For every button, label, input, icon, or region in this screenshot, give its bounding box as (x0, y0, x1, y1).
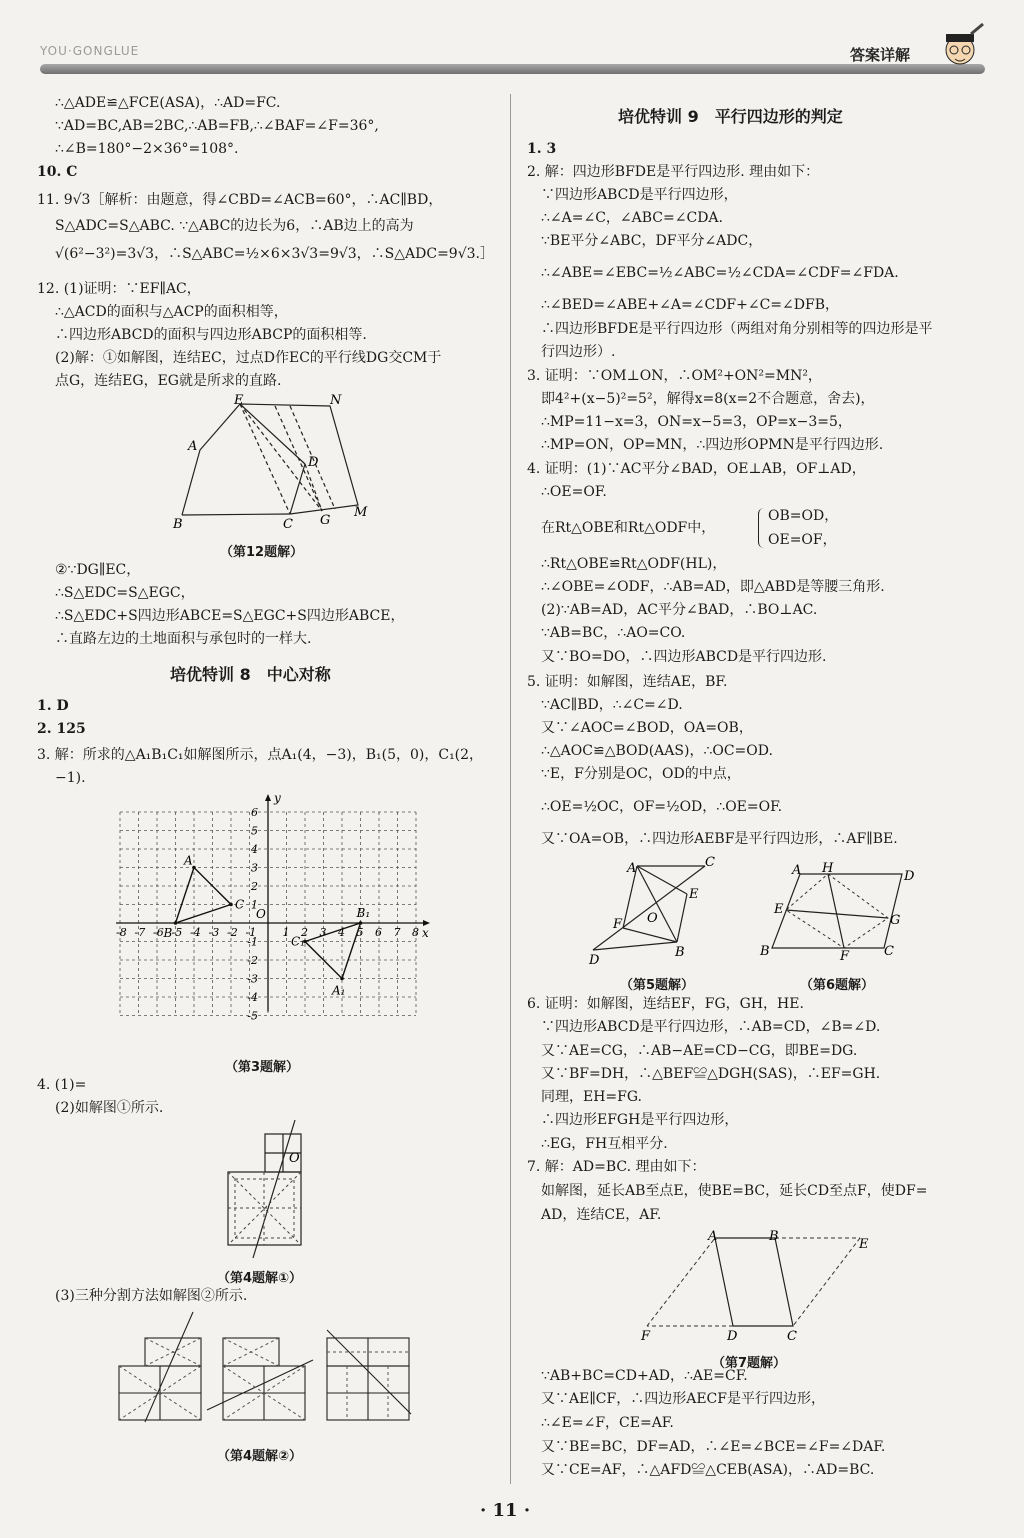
x-tick-label: -8 (116, 926, 127, 939)
triangle-a1b1c1 (305, 923, 361, 979)
text-line: ∴MP=11−x=3，ON=x−5=3，OP=x−3=5， (541, 414, 852, 430)
x-tick-label: -5 (171, 926, 183, 939)
text-line: 又∵AE∥CF，∴四边形AECF是平行四边形， (541, 1391, 825, 1407)
fig-label: B (760, 944, 770, 959)
answer-2: 2. 解：四边形BFDE是平行四边形. 理由如下： (527, 164, 820, 180)
text-line: 点G，连结EG，EG就是所求的直路. (55, 373, 282, 389)
point-label: A (184, 853, 193, 868)
text-line: ∵AB+BC=CD+AD，∴AE=CF. (541, 1368, 748, 1384)
x-tick-label: 8 (412, 926, 419, 939)
fig-label: D (308, 455, 319, 470)
x-tick-label: 4 (338, 926, 345, 939)
x-axis-label: x (422, 926, 429, 940)
fig-label: C (787, 1329, 797, 1344)
fig-label: A (188, 439, 198, 454)
answer-4: 4. 证明：(1)∵AC平分∠BAD，OE⊥AB，OF⊥AD， (527, 461, 866, 477)
x-tick-label: -6 (153, 926, 164, 939)
figure-q3-coordinate-plane (108, 788, 428, 1033)
x-tick-label: 2 (301, 926, 308, 939)
figure-q6 (760, 860, 920, 964)
fig-label: D (904, 869, 915, 884)
y-tick-label: -5 (247, 1009, 258, 1023)
caption-q12: （第12题解） (220, 545, 304, 560)
y-tick-label: 6 (251, 806, 258, 819)
text-line: 又∵BO=DO，∴四边形ABCD是平行四边形. (541, 649, 827, 665)
text-line: ∴∠A=∠C，∠ABC=∠CDA. (541, 210, 723, 226)
text-line: ∴∠ABE=∠EBC=½∠ABC=½∠CDA=∠CDF=∠FDA. (541, 265, 899, 281)
text-line: −1). (55, 770, 86, 786)
fig-label: O (289, 1151, 300, 1166)
text-line: S△ADC=S△ABC. ∵△ABC的边长为6，∴AB边上的高为 (55, 218, 414, 234)
text-line: 又∵OA=OB，∴四边形AEBF是平行四边形，∴AF∥BE. (541, 831, 898, 847)
text-line: ∴MP=ON，OP=MN，∴四边形OPMN是平行四边形. (541, 437, 884, 453)
x-tick-label: -3 (208, 926, 220, 939)
answer-6: 6. 证明：如解图，连结EF，FG，GH，HE. (527, 996, 804, 1012)
x-tick-label: 3 (319, 926, 327, 939)
text-line: OB=OD， (768, 508, 839, 524)
y-tick-label: 1 (251, 898, 258, 912)
text-line: 行四边形）. (541, 344, 616, 360)
y-axis-label: y (274, 791, 281, 805)
text-line: √(6²−3²)=3√3，∴S△ABC=½×6×3√3=9√3，∴S△ADC=9√3.］ (55, 246, 494, 262)
point-C (229, 903, 233, 907)
text-line: 又∵∠AOC=∠BOD，OA=OB， (541, 720, 753, 736)
text-line: (2)解：①如解图，连结EC，过点D作EC的平行线DG交CM于 (55, 350, 442, 366)
answer-3: 3. 解：所求的△A₁B₁C₁如解图所示，点A₁(4，−3)，B₁(5，0)，C₁(2， (37, 747, 484, 763)
text-line: ∴OE=OF. (541, 484, 607, 500)
text-line: ∴四边形EFGH是平行四边形， (541, 1112, 739, 1128)
y-tick-label: 5 (251, 824, 258, 838)
fig-label: E (774, 902, 784, 917)
fig-label: M (354, 505, 368, 520)
text-line: ②∵DG∥EC， (55, 562, 141, 578)
point-B₁ (359, 921, 363, 925)
x-tick-label: 6 (375, 926, 382, 939)
answer-7: 7. 解：AD=BC. 理由如下： (527, 1159, 706, 1175)
text-line: ∵E，F分别是OC，OD的中点， (541, 766, 741, 782)
text-line: ∵AB=BC，∴AO=CO. (541, 625, 686, 641)
fig-label: A (792, 863, 802, 878)
caption-q5: （第5题解） (620, 978, 695, 993)
answer-10: 10. C (37, 164, 78, 180)
fig-label: B (675, 945, 685, 960)
text-line: ∴直路左边的土地面积与承包时的一样大. (55, 631, 312, 647)
figure-q7 (635, 1228, 880, 1343)
figure-q12 (170, 392, 380, 532)
text-line: ∵BE平分∠ABC，DF平分∠ADC， (541, 233, 763, 249)
text-line: ∴OE=½OC，OF=½OD，∴OE=OF. (541, 799, 783, 815)
fig-label: E (859, 1237, 869, 1252)
caption-q3: （第3题解） (225, 1060, 300, 1075)
point-label: B₁ (356, 906, 371, 920)
x-tick-label: 7 (393, 926, 401, 939)
fig-label: E (689, 887, 699, 902)
y-tick-label: -4 (247, 991, 258, 1004)
text-line: ∴△AOC≌△BOD(AAS)，∴OC=OD. (541, 743, 773, 759)
mascot-icon (935, 22, 985, 72)
point-label: C (235, 897, 245, 912)
text-line: ∴S△EDC+S四边形ABCE=S△EGC+S四边形ABCE， (55, 608, 405, 624)
text-line: 又∵CE=AF，∴△AFD≌△CEB(ASA)，∴AD=BC. (541, 1462, 875, 1478)
text-line: 同理，EH=FG. (541, 1089, 643, 1105)
fig-label: C (283, 517, 293, 532)
point-label: C₁ (291, 934, 305, 949)
header-brand: YOU·GONGLUE (40, 44, 140, 58)
caption-q7: （第7题解） (712, 1356, 787, 1371)
text-line: (2)如解图①所示. (55, 1100, 164, 1116)
y-tick-label: 3 (251, 861, 258, 875)
text-line: 如解图，延长AB至点E，使BE=BC，延长CD至点F，使DF= (541, 1183, 928, 1199)
point-A (192, 866, 196, 870)
y-tick-label: -3 (247, 972, 258, 986)
triangle-abc (176, 868, 232, 924)
fig-label: G (890, 913, 901, 928)
text-line: 又∵BF=DH，∴△BEF≌△DGH(SAS)，∴EF=GH. (541, 1066, 881, 1082)
fig-label: C (884, 944, 894, 959)
point-A₁ (340, 977, 344, 981)
text-line: ∴S△EDC=S△EGC， (55, 585, 195, 601)
section-title-9: 培优特训 9 平行四边形的判定 (618, 107, 843, 126)
fig-label: H (822, 861, 834, 876)
text-line: ∴∠OBE=∠ODF，∴AB=AD，即△ABD是等腰三角形. (541, 579, 885, 595)
answer-4: 4. (1)= (37, 1077, 87, 1093)
y-tick-label: -1 (247, 935, 258, 949)
text-line: ∴四边形ABCD的面积与四边形ABCP的面积相等. (55, 327, 367, 343)
fig-label: F (613, 917, 623, 932)
text-line: ∴△ADE≌△FCE(ASA)，∴AD=FC. (55, 95, 281, 111)
y-axis-arrow (265, 794, 271, 801)
text-line: 又∵AE=CG，∴AB−AE=CD−CG，即BE=DG. (541, 1043, 858, 1059)
fig-label: O (647, 911, 658, 926)
section-title-8: 培优特训 8 中心对称 (170, 665, 331, 684)
y-tick-label: 2 (251, 880, 258, 893)
fig-label: N (330, 393, 342, 408)
text-line: ∴∠E=∠F，CE=AF. (541, 1415, 674, 1431)
answer-1: 1. 3 (527, 141, 557, 157)
caption-q4-2: （第4题解②） (217, 1449, 303, 1464)
page-number: · 11 · (480, 1500, 531, 1521)
fig-label: C (705, 855, 715, 870)
text-line: ∴Rt△OBE≌Rt△ODF(HL)， (541, 556, 727, 572)
fig-label: D (589, 953, 600, 968)
x-tick-label: -4 (190, 926, 201, 939)
origin-label: O (256, 907, 266, 921)
figure-q5 (585, 855, 715, 968)
text-line: AD，连结CE，AF. (541, 1207, 662, 1223)
text-line: ∵四边形ABCD是平行四边形， (541, 187, 738, 203)
point-label: B (163, 926, 173, 940)
text-line: ∴四边形BFDE是平行四边形（两组对角分别相等的四边形是平 (541, 321, 933, 337)
x-tick-label: 1 (282, 926, 290, 939)
fig-label: B (769, 1229, 779, 1244)
brace (758, 508, 767, 548)
figure-q4-1 (225, 1118, 315, 1263)
column-divider (510, 94, 511, 1484)
text-line: ∴△ACD的面积与△ACP的面积相等， (55, 304, 288, 320)
answer-12: 12. (1)证明：∵EF∥AC， (37, 281, 201, 297)
fig-label: A (708, 1229, 718, 1244)
fig-label: D (727, 1329, 738, 1344)
x-tick-label: 5 (356, 926, 364, 939)
text-line: ∵四边形ABCD是平行四边形，∴AB=CD，∠B=∠D. (541, 1019, 881, 1035)
text-line: OE=OF， (768, 532, 837, 548)
y-tick-label: 4 (251, 843, 258, 856)
figure-q4-2 (115, 1310, 415, 1422)
text-line: ∴EG，FH互相平分. (541, 1136, 668, 1152)
answer-5: 5. 证明：如解图，连结AE，BF. (527, 674, 728, 690)
x-tick-label: -7 (134, 926, 146, 939)
fig-label: F (641, 1329, 651, 1344)
header-bar (40, 64, 985, 74)
fig-label: F (840, 949, 850, 964)
x-tick-label: -2 (227, 926, 238, 939)
y-tick-label: -2 (247, 954, 258, 967)
text-line: (3)三种分割方法如解图②所示. (55, 1288, 248, 1304)
x-tick-label: -1 (245, 926, 257, 939)
text-line: ∵AD=BC,AB=2BC,∴AB=FB,∴∠BAF=∠F=36°, (55, 118, 379, 134)
text-line: 又∵BE=BC，DF=AD，∴∠E=∠BCE=∠F=∠DAF. (541, 1439, 886, 1455)
point-B (174, 921, 178, 925)
header-title: 答案详解 (850, 46, 911, 64)
fig-label: G (320, 513, 331, 528)
fig-label: A (627, 861, 637, 876)
text-line: ∴∠BED=∠ABE+∠A=∠CDF+∠C=∠DFB， (541, 297, 839, 313)
fig-label: E (234, 393, 244, 408)
caption-q4-1: （第4题解①） (217, 1271, 303, 1286)
text-line: 在Rt△OBE和Rt△ODF中， (541, 520, 716, 536)
fig-label: B (173, 517, 183, 532)
point-label: A₁ (332, 983, 346, 998)
answer-2: 2. 125 (37, 721, 86, 737)
answer-11: 11. 9√3［解析：由题意，得∠CBD=∠ACB=60°，∴AC∥BD， (37, 192, 443, 208)
text-line: 即4²+(x−5)²=5²，解得x=8(x=2不合题意，舍去)， (541, 391, 875, 407)
answer-1: 1. D (37, 698, 69, 714)
answer-3: 3. 证明：∵OM⊥ON，∴OM²+ON²=MN²， (527, 368, 822, 384)
text-line: ∴∠B=180°−2×36°=108°. (55, 141, 239, 157)
text-line: (2)∵AB=AD，AC平分∠BAD，∴BO⊥AC. (541, 602, 818, 618)
text-line: ∵AC∥BD，∴∠C=∠D. (541, 697, 683, 713)
caption-q6: （第6题解） (800, 978, 875, 993)
